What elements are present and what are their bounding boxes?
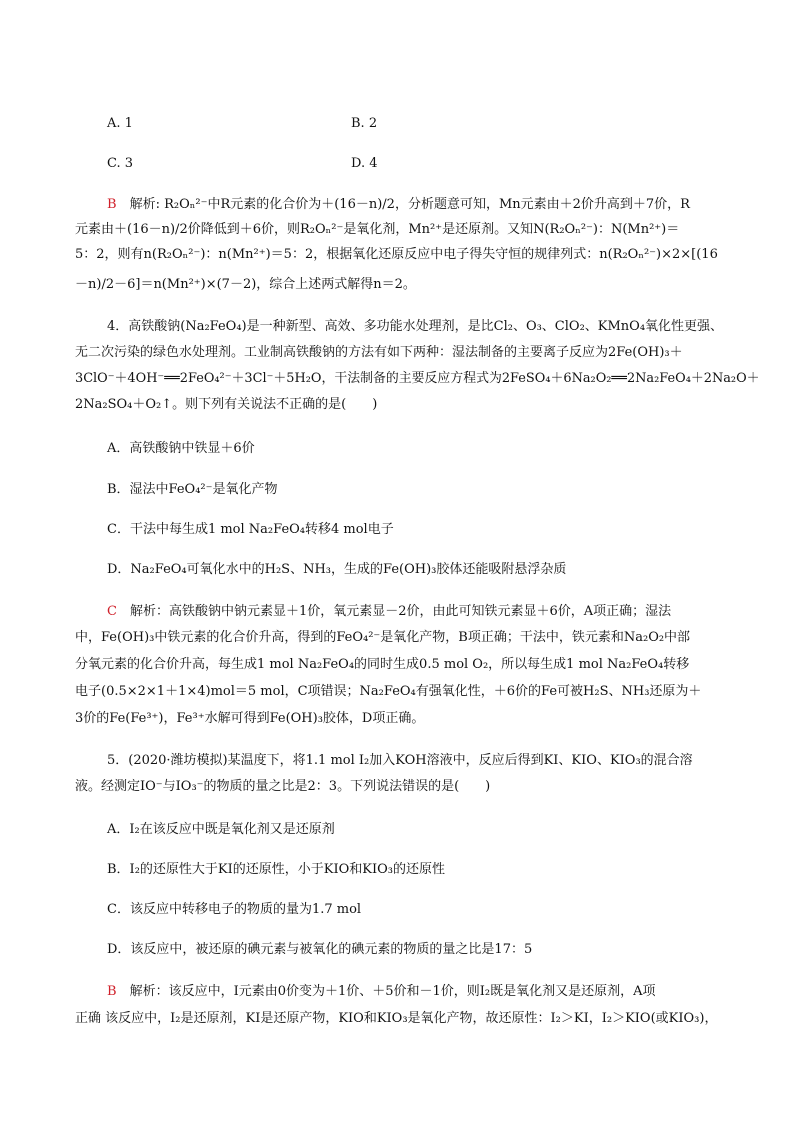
q3-answer-letter: B [107, 197, 117, 212]
q4-answer-letter: C [107, 604, 117, 619]
q5-option-c: C．该反应中转移电子的物质的量为1.7 mol [107, 902, 362, 917]
q4-option-d: D．Na₂FeO₄可氧化水中的H₂S、NH₃，生成的Fe(OH)₃胶体还能吸附悬浮杂质 [107, 562, 567, 577]
q5-option-b: B．I₂的还原性大于KI的还原性，小于KIO和KIO₃的还原性 [107, 862, 445, 877]
q3-option-d: D. 4 [351, 156, 378, 171]
q3-explanation-line-1 [107, 193, 690, 217]
q4-stem-line-2: 无二次污染的绿色水处理剂。工业制高铁酸钠的方法有如下两种：湿法制备的主要离子反应为2Fe(OH)₃＋ [75, 345, 683, 360]
q4-explanation-line-5: 3价的Fe(Fe³⁺)，Fe³⁺水解可得到Fe(OH)₃胶体，D项正确。 [75, 711, 425, 726]
q3-explanation-line-2: 元素由＋(16－n)/2价降低到＋6价，则R₂Oₙ²⁻是氧化剂，Mn²⁺是还原剂。又知N(R₂Oₙ²⁻)：N(Mn²⁺)＝ [75, 222, 680, 237]
q3-explanation-line-3: 5：2，则有n(R₂Oₙ²⁻)：n(Mn²⁺)＝5：2，根据氧化还原反应中电子得失守恒的规律列式：n(R₂Oₙ²⁻)×2×[(16 [75, 247, 718, 262]
q4-explanation-line-1 [107, 600, 671, 624]
q3-option-c: C. 3 [107, 156, 134, 171]
q4-explanation-line-4: 电子(0.5×2×1＋1×4)mol＝5 mol，C项错误；Na₂FeO₄有强氧化性，＋6价的Fe可被H₂S、NH₃还原为＋ [75, 684, 702, 699]
q3-explanation-line-4: －n)/2－6]＝n(Mn²⁺)×(7－2)，综合上述两式解得n＝2。 [75, 277, 416, 292]
q5-option-d: D．该反应中，被还原的碘元素与被氧化的碘元素的物质的量之比是17：5 [107, 942, 533, 957]
q4-option-b: B．湿法中FeO₄²⁻是氧化产物 [107, 482, 278, 497]
q4-explanation-text-1: 解析：高铁酸钠中钠元素显＋1价，氧元素显－2价，由此可知铁元素显＋6价，A项正确；湿法 [129, 604, 672, 619]
q5-explanation-text-1: 解析：该反应中，I元素由0价变为＋1价、＋5价和－1价，则I₂既是氧化剂又是还原剂，A项 [129, 984, 656, 999]
q5-answer-letter: B [107, 984, 117, 999]
q4-stem-line-1: 4．高铁酸钠(Na₂FeO₄)是一种新型、高效、多功能水处理剂，是比Cl₂、O₃、ClO₂、KMnO₄氧化性更强、 [107, 319, 724, 334]
q5-stem-line-1: 5．(2020·潍坊模拟)某温度下，将1.1 mol I₂加入KOH溶液中，反应后得到KI、KIO、KIO₃的混合溶 [107, 753, 693, 768]
q5-option-a: A．I₂在该反应中既是氧化剂又是还原剂 [107, 822, 335, 837]
q4-stem-line-4: 2Na₂SO₄＋O₂↑。则下列有关说法不正确的是( ) [75, 397, 378, 412]
q3-option-b: B. 2 [351, 116, 378, 131]
q4-stem-line-3: 3ClO⁻＋4OH⁻══2FeO₄²⁻＋3Cl⁻＋5H₂O，干法制备的主要反应方程式为2FeSO₄＋6Na₂O₂══2Na₂FeO₄＋2Na₂O＋ [75, 371, 760, 386]
q4-explanation-line-3: 分氧元素的化合价升高，每生成1 mol Na₂FeO₄的同时生成0.5 mol O₂，所以每生成1 mol Na₂FeO₄转移 [75, 657, 690, 672]
q5-explanation-line-2: 正确 该反应中，I₂是还原剂，KI是还原产物，KIO和KIO₃是氧化产物，故还原性：I₂＞KI，I₂＞KIO(或KIO₃)， [75, 1011, 718, 1026]
q3-option-a: A. 1 [107, 116, 133, 131]
q4-option-c: C．干法中每生成1 mol Na₂FeO₄转移4 mol电子 [107, 522, 394, 537]
q3-explanation-text-1: 解析: R₂Oₙ²⁻中R元素的化合价为＋(16－n)/2，分析题意可知，Mn元素由＋2价升高到＋7价，R [129, 197, 690, 212]
q5-explanation-line-1 [107, 980, 656, 1004]
q5-stem-line-2: 液。经测定IO⁻与IO₃⁻的物质的量之比是2：3。下列说法错误的是( ) [75, 779, 491, 794]
q4-explanation-line-2: 中，Fe(OH)₃中铁元素的化合价升高，得到的FeO₄²⁻是氧化产物，B项正确；干法中，铁元素和Na₂O₂中部 [75, 630, 691, 645]
q4-option-a: A．高铁酸钠中铁显＋6价 [107, 441, 255, 456]
